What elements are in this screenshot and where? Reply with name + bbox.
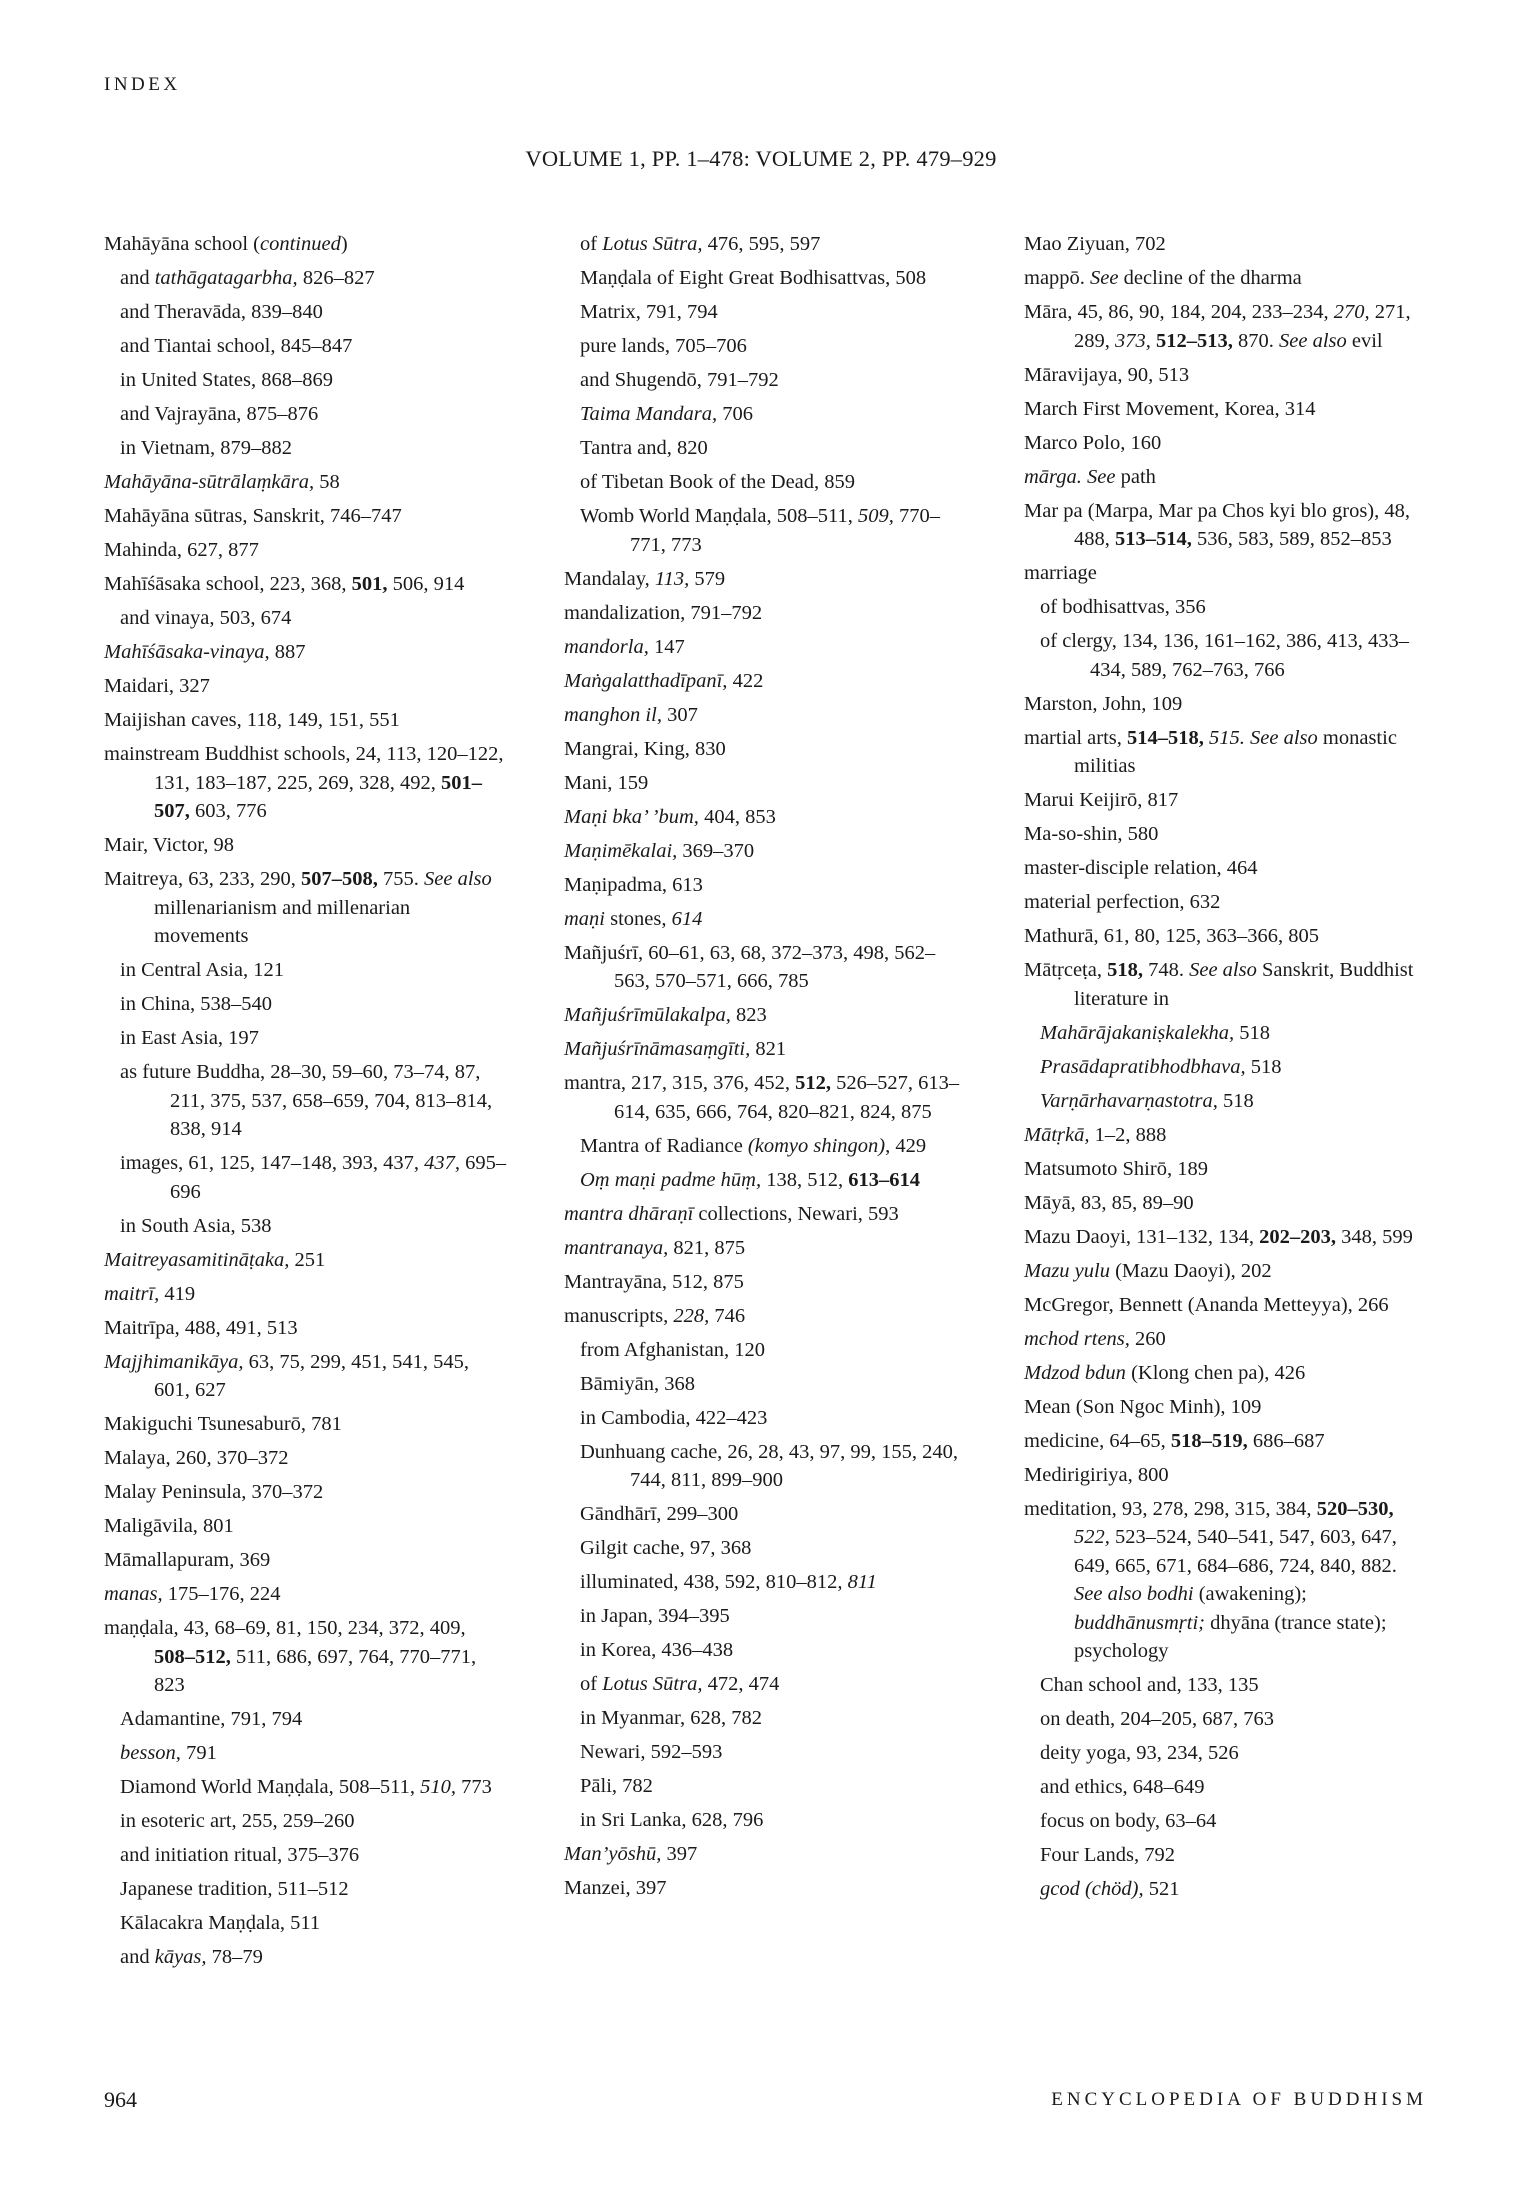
index-subentry: Diamond World Maṇḍala, 508–511, 510, 773 [120,1776,492,1798]
index-subentry: Adamantine, 791, 794 [120,1708,303,1730]
index-entry: Malaya, 260, 370–372 [104,1447,289,1469]
index-subentry: deity yoga, 93, 234, 526 [1040,1742,1239,1764]
index-entry: Mahīśāsaka-vinaya, 887 [104,641,306,663]
index-subentry: Chan school and, 133, 135 [1040,1674,1259,1696]
index-entry: marriage [1024,562,1097,584]
index-subentry: Four Lands, 792 [1040,1844,1175,1866]
index-entry: Maṇipadma, 613 [564,873,703,896]
index-entry: martial arts, 514–518, 515. See also monastic militias [1024,726,1397,777]
index-subentry: images, 61, 125, 147–148, 393, 437, 437, 695–696 [120,1152,507,1203]
index-entry: Māravijaya, 90, 513 [1024,363,1190,386]
index-subentry: and initiation ritual, 375–376 [120,1844,360,1866]
index-subentry: Newari, 592–593 [580,1741,723,1763]
index-entry: mantra, 217, 315, 376, 452, 512, 526–527, 613–614, 635, 666, 764, 820–821, 824, 875 [564,1072,960,1123]
index-entry: Mantrayāna, 512, 875 [564,1270,744,1293]
index-entry: Matsumoto Shirō, 189 [1024,1157,1208,1180]
index-entry: Mañjuśrīnāmasaṃgīti, 821 [564,1038,787,1060]
index-subentry: Matrix, 791, 794 [580,301,718,323]
index-entry: Marston, John, 109 [1024,692,1183,715]
index-subentry: in Korea, 436–438 [580,1639,734,1661]
index-subentry: of Lotus Sūtra, 476, 595, 597 [580,233,821,255]
index-entry: Mathurā, 61, 80, 125, 363–366, 805 [1024,925,1319,947]
index-subentry: Oṃ maṇi padme hūṃ, 138, 512, 613–614 [580,1168,920,1191]
index-entry: Mātṛceṭa, 518, 748. See also Sanskrit, Buddhist literature in [1024,959,1414,1010]
index-entry: Majjhimanikāya, 63, 75, 299, 451, 541, 545, 601, 627 [104,1350,469,1401]
index-entry: Mahāyāna sūtras, Sanskrit, 746–747 [104,505,402,527]
book-title-footer: ENCYCLOPEDIA OF BUDDHISM [1051,2089,1427,2110]
index-entry: mainstream Buddhist schools, 24, 113, 120–122, 131, 183–187, 225, 269, 328, 492, 501–507, 603, 776 [104,743,504,822]
index-entry: Mahāyāna-sūtrālaṃkāra, 58 [104,471,340,493]
index-subentry: Varṇārhavarṇastotra, 518 [1040,1089,1254,1112]
index-subentry: illuminated, 438, 592, 810–812, 811 [580,1571,877,1593]
index-subentry: in Japan, 394–395 [580,1605,730,1627]
index-entry: mandorla, 147 [564,635,685,658]
index-entry: manuscripts, 228, 746 [564,1304,746,1327]
index-subentry: and kāyas, 78–79 [120,1946,263,1968]
index-entry: March First Movement, Korea, 314 [1024,397,1316,420]
index-subentry: and vinaya, 503, 674 [120,607,292,629]
index-entry: master-disciple relation, 464 [1024,857,1258,879]
index-entry: Marco Polo, 160 [1024,431,1162,454]
running-head: INDEX [104,74,181,95]
index-entry: mchod rtens, 260 [1024,1327,1166,1350]
index-entry: manghon il, 307 [564,703,698,726]
index-entry: Mair, Victor, 98 [104,834,234,856]
index-subentry: in United States, 868–869 [120,369,333,391]
index-entry: Mani, 159 [564,771,649,794]
index-subentry: pure lands, 705–706 [580,335,747,357]
index-entry: mandalization, 791–792 [564,601,763,624]
index-subentry: in Cambodia, 422–423 [580,1406,768,1429]
index-entry: Maṇimēkalai, 369–370 [564,839,755,862]
index-entry: Makiguchi Tsunesaburō, 781 [104,1413,342,1435]
index-subentry: in esoteric art, 255, 259–260 [120,1810,355,1832]
index-entry: maṇḍala, 43, 68–69, 81, 150, 234, 372, 409, 508–512, 511, 686, 697, 764, 770–771, 823 [104,1617,477,1696]
index-subentry: Tantra and, 820 [580,437,708,459]
index-subentry: Womb World Maṇḍala, 508–511, 509, 770–771, 773 [580,505,940,556]
index-entry: Mean (Son Ngoc Minh), 109 [1024,1395,1262,1418]
index-entry: Mazu Daoyi, 131–132, 134, 202–203, 348, 599 [1024,1225,1413,1248]
index-entry: Medirigiriya, 800 [1024,1463,1169,1486]
index-subentry: of bodhisattvas, 356 [1040,596,1206,618]
index-subentry: in Central Asia, 121 [120,959,284,981]
index-entry: mārga. See path [1024,465,1156,488]
index-subentry: of Tibetan Book of the Dead, 859 [580,471,856,493]
index-subentry: Bāmiyān, 368 [580,1372,696,1395]
index-entry: Mangrai, King, 830 [564,737,726,760]
index-subentry: Prasādapratibhodbhava, 518 [1040,1055,1282,1078]
index-entry: material perfection, 632 [1024,891,1221,913]
index-subentry: and Vajrayāna, 875–876 [120,403,319,425]
index-entry: Mdzod bdun (Klong chen pa), 426 [1024,1361,1306,1384]
index-subentry: in Vietnam, 879–882 [120,437,293,459]
index-entry: Māyā, 83, 85, 89–90 [1024,1191,1194,1214]
index-subentry: on death, 204–205, 687, 763 [1040,1708,1275,1730]
index-entry: Mañjuśrīmūlakalpa, 823 [564,1004,767,1026]
index-column-3 [1024,230,1429,1909]
index-entry: Maijishan caves, 118, 149, 151, 551 [104,709,400,731]
index-subentry: of clergy, 134, 136, 161–162, 386, 413, 433–434, 589, 762–763, 766 [1040,630,1409,681]
index-subentry: Maṇḍala of Eight Great Bodhisattvas, 508 [580,267,927,289]
index-entry: Man’yōshū, 397 [564,1843,698,1865]
index-subentry: and tathāgatagarbha, 826–827 [120,267,375,289]
index-entry: Maligāvila, 801 [104,1515,234,1537]
index-entry: Mandalay, 113, 579 [564,567,726,590]
index-subentry: in South Asia, 538 [120,1214,272,1237]
index-entry: Maṇi bka’ ’bum, 404, 853 [564,805,776,828]
index-subentry: Japanese tradition, 511–512 [120,1878,349,1900]
index-subentry: and Shugendō, 791–792 [580,369,779,391]
index-column-1 [104,230,509,1977]
index-entry: Mazu yulu (Mazu Daoyi), 202 [1024,1259,1272,1282]
index-entry: Maidari, 327 [104,675,210,697]
index-entry: Mao Ziyuan, 702 [1024,233,1166,255]
index-entry: Maitreya, 63, 233, 290, 507–508, 755. See also millenarianism and millenarian movements [104,868,492,947]
index-entry: Malay Peninsula, 370–372 [104,1481,324,1503]
index-subentry: in Sri Lanka, 628, 796 [580,1809,764,1831]
index-subentry: and Tiantai school, 845–847 [120,335,353,357]
volume-range-line: VOLUME 1, PP. 1–478: VOLUME 2, PP. 479–929 [525,146,997,171]
index-entry: Mañjuśrī, 60–61, 63, 68, 372–373, 498, 562–563, 570–571, 666, 785 [564,941,936,992]
index-subentry: and Theravāda, 839–840 [120,301,323,323]
index-entry: Mahāyāna school (continued) [104,233,348,255]
index-entry: Maṅgalatthadīpanī, 422 [564,669,764,692]
index-entry: Mahinda, 627, 877 [104,539,259,561]
index-entry: Māra, 45, 86, 90, 184, 204, 233–234, 270, 271, 289, 373, 512–513, 870. See also evil [1024,301,1411,352]
index-subentry: Gilgit cache, 97, 368 [580,1537,752,1559]
index-subentry: gcod (chöd), 521 [1040,1878,1180,1900]
index-entry: mantra dhāraṇī collections, Newari, 593 [564,1202,899,1225]
index-entry: Marui Keijirō, 817 [1024,789,1179,811]
index-subentry: Kālacakra Maṇḍala, 511 [120,1912,321,1934]
index-entry: Mātṛkā, 1–2, 888 [1024,1123,1167,1146]
index-subentry: in Myanmar, 628, 782 [580,1707,762,1729]
index-subentry: Taima Mandara, 706 [580,403,753,425]
index-entry: meditation, 93, 278, 298, 315, 384, 520–530, 522, 523–524, 540–541, 547, 603, 647, 649, 665, 671, 684–686, 724, 840, 882. See also bodhi (awakening); buddhānusmṛti; dhyāna (trance state); psychology [1024,1497,1397,1662]
index-entry: Manzei, 397 [564,1877,667,1899]
index-subentry: in East Asia, 197 [120,1027,259,1049]
index-entry: Mar pa (Marpa, Mar pa Chos kyi blo gros), 48, 488, 513–514, 536, 583, 589, 852–853 [1024,499,1411,550]
index-entry: mappō. See decline of the dharma [1024,267,1302,289]
index-subentry: in China, 538–540 [120,993,273,1015]
index-entry: manas, 175–176, 224 [104,1583,281,1605]
index-entry: maṇi stones, 614 [564,907,703,930]
index-subentry: Gāndhārī, 299–300 [580,1503,739,1525]
index-entry: Maitrīpa, 488, 491, 513 [104,1316,298,1339]
index-subentry: besson, 791 [120,1742,217,1764]
page-number: 964 [104,2087,137,2112]
index-subentry: of Lotus Sūtra, 472, 474 [580,1673,780,1695]
index-subentry: focus on body, 63–64 [1040,1810,1217,1832]
index-entry: medicine, 64–65, 518–519, 686–687 [1024,1429,1325,1452]
index-column-2 [564,230,969,1908]
index-subentry: Mantra of Radiance (komyo shingon), 429 [580,1134,927,1157]
index-subentry: Dunhuang cache, 26, 28, 43, 97, 99, 155, 240, 744, 811, 899–900 [580,1440,959,1491]
index-subentry: from Afghanistan, 120 [580,1338,766,1361]
index-entry: Māmallapuram, 369 [104,1549,271,1571]
index-entry: McGregor, Bennett (Ananda Metteyya), 266 [1024,1293,1389,1316]
index-entry: maitrī, 419 [104,1282,196,1305]
index-subentry: as future Buddha, 28–30, 59–60, 73–74, 87, 211, 375, 537, 658–659, 704, 813–814, 838, 914 [120,1061,493,1140]
index-entry: mantranaya, 821, 875 [564,1236,746,1259]
index-subentry: Pāli, 782 [580,1775,653,1797]
index-entry: Maitreyasamitināṭaka, 251 [104,1248,326,1271]
index-subentry: and ethics, 648–649 [1040,1776,1205,1798]
index-entry: Ma-so-shin, 580 [1024,823,1159,845]
index-entry: Mahīśāsaka school, 223, 368, 501, 506, 914 [104,573,465,595]
index-subentry: Mahārājakaniṣkalekha, 518 [1040,1021,1271,1044]
